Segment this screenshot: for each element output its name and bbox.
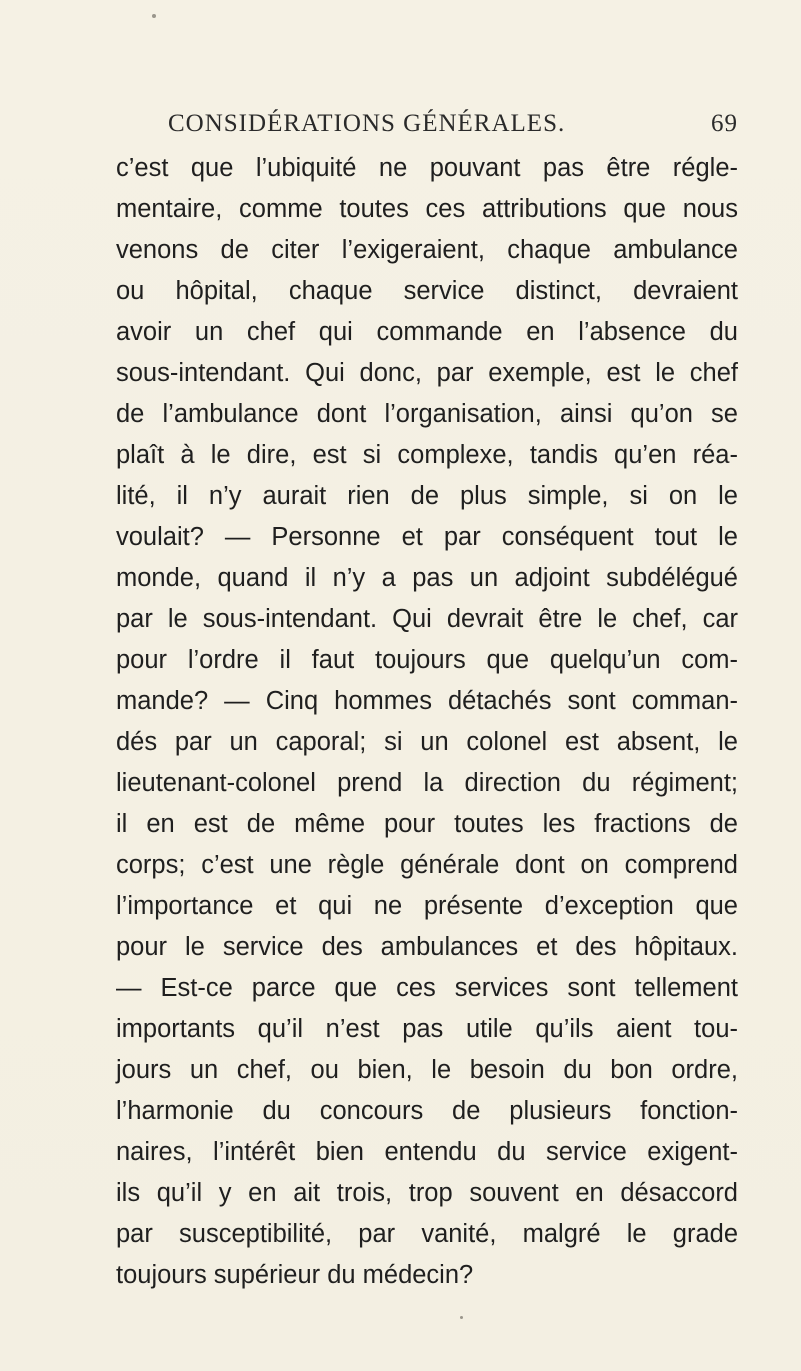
text-line: l’harmonie du concours de plusieurs fonction-: [116, 1097, 738, 1125]
text-line: il en est de même pour toutes les fractions de: [116, 810, 738, 838]
text-line: — Est-ce parce que ces services sont tellement: [116, 974, 738, 1002]
text-line: par susceptibilité, par vanité, malgré le grade: [116, 1220, 738, 1248]
text-line: mentaire, comme toutes ces attributions que nous: [116, 195, 738, 223]
text-line-last: toujours supérieur du médecin?: [116, 1261, 474, 1289]
page-number: 69: [711, 110, 738, 137]
running-head-title: CONSIDÉRATIONS GÉNÉRALES.: [168, 110, 566, 137]
text-line: lité, il n’y aurait rien de plus simple, si on le: [116, 482, 738, 510]
text-line: importants qu’il n’est pas utile qu’ils aient tou-: [116, 1015, 738, 1043]
paper-speck: [152, 14, 156, 18]
text-line: naires, l’intérêt bien entendu du service exigent-: [116, 1138, 738, 1166]
text-line: plaît à le dire, est si complexe, tandis qu’en réa-: [116, 441, 738, 469]
text-line: sous-intendant. Qui donc, par exemple, est le chef: [116, 359, 738, 387]
text-line: ils qu’il y en ait trois, trop souvent en désaccord: [116, 1179, 738, 1207]
text-line: monde, quand il n’y a pas un adjoint subdélégué: [116, 564, 738, 592]
text-line: lieutenant-colonel prend la direction du régiment;: [116, 769, 738, 797]
text-line: voulait? — Personne et par conséquent tout le: [116, 523, 738, 551]
body-text: [116, 148, 738, 1296]
text-line: c’est que l’ubiquité ne pouvant pas être régle-: [116, 154, 738, 182]
text-line: jours un chef, ou bien, le besoin du bon ordre,: [116, 1056, 738, 1084]
text-line: mande? — Cinq hommes détachés sont comman-: [116, 687, 738, 715]
text-line: avoir un chef qui commande en l’absence du: [116, 318, 738, 346]
text-line: par le sous-intendant. Qui devrait être le chef, car: [116, 605, 738, 633]
paper-speck: [460, 1316, 463, 1319]
text-line: venons de citer l’exigeraient, chaque ambulance: [116, 236, 738, 264]
text-line: pour l’ordre il faut toujours que quelqu’un com-: [116, 646, 738, 674]
text-line: de l’ambulance dont l’organisation, ainsi qu’on se: [116, 400, 738, 428]
text-line: l’importance et qui ne présente d’exception que: [116, 892, 738, 920]
text-line: corps; c’est une règle générale dont on comprend: [116, 851, 738, 879]
text-line: pour le service des ambulances et des hôpitaux.: [116, 933, 738, 961]
text-line: ou hôpital, chaque service distinct, devraient: [116, 277, 738, 305]
text-line: dés par un caporal; si un colonel est absent, le: [116, 728, 738, 756]
